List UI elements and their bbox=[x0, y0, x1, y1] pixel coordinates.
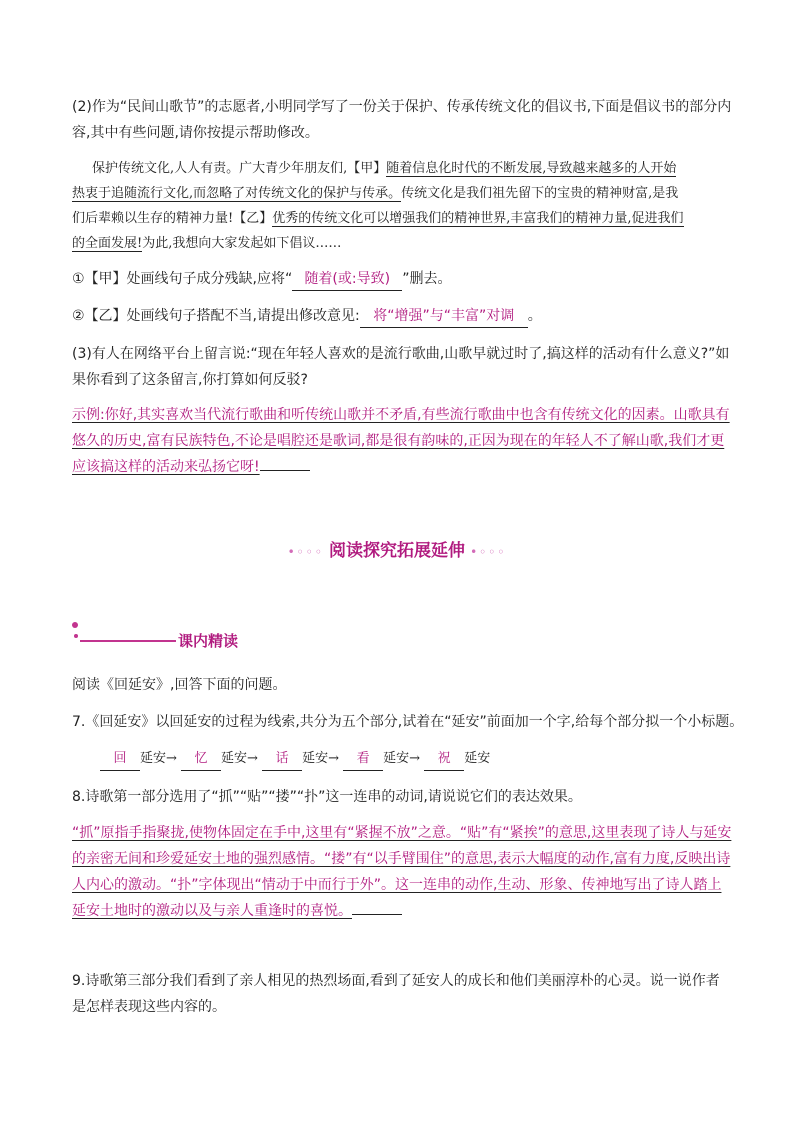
q3-answer-line-1: 示例:你好,其实喜欢当代流行歌曲和听传统山歌并不矛盾,有些流行歌曲中也含有传统文化的因素。山歌具有 bbox=[72, 407, 730, 423]
section-dots-left: •◦◦◦ bbox=[287, 545, 324, 559]
mark-jia: 【甲】 bbox=[347, 161, 387, 176]
q3-answer-line-2: 悠久的历史,富有民族特色,不论是唱腔还是歌词,都是很有韵味的,正因为现在的年轻人不了解山歌,我们才更 bbox=[72, 433, 725, 449]
q2-sub2: ②【乙】处画线句子搭配不当,请提出修改意见: 将“增强”与“丰富”对调 。 bbox=[72, 305, 542, 328]
reading-instruction: 阅读《回延安》,回答下面的问题。 bbox=[72, 677, 287, 693]
q2-sub1: ①【甲】处画线句子成分残缺,应将“ 随着(或:导致) ”删去。 bbox=[72, 268, 452, 291]
passage-line-4: 的全面发展!为此,我想向大家发起如下倡议…… bbox=[72, 236, 342, 251]
q3-question-line-1: (3)有人在网络平台上留言说:“现在年轻人喜欢的是流行歌曲,山歌早就过时了,搞这样的活动有什么意义?”如 bbox=[72, 346, 730, 362]
underlined-sentence-yi: 优秀的传统文化可以增强我们的精神世界,丰富我们的精神力量,促进我们 bbox=[272, 211, 684, 226]
q7-blank-3: 话 bbox=[262, 748, 302, 771]
q8-answer-line-4: 延安土地时的激动以及与亲人重逢时的喜悦。 bbox=[72, 900, 402, 922]
answer-tail-line bbox=[352, 900, 402, 915]
q2-intro-line-2: 容,其中有些问题,请你按提示帮助修改。 bbox=[72, 125, 319, 141]
q2-intro-line-1: (2)作为“民间山歌节”的志愿者,小明同学写了一份关于保护、传承传统文化的倡议书,下面是倡议书的部分内 bbox=[72, 99, 732, 115]
underlined-sentence-jia: 随着信息化时代的不断发展,导致越来越多的人开始 bbox=[386, 161, 677, 176]
section-header bbox=[0, 536, 794, 561]
subsection-title: 课内精读 bbox=[178, 632, 239, 650]
mark-yi: 【乙】 bbox=[233, 211, 273, 226]
q7-answer-row: 回 延安→ 忆 延安→ 话 延安→ 看 延安→ 祝 延安 bbox=[100, 748, 490, 771]
q7-blank-2: 忆 bbox=[181, 748, 221, 771]
section-title: 阅读探究拓展延伸 bbox=[329, 541, 465, 561]
bullet-dot-icon bbox=[72, 622, 78, 628]
q7-blank-5: 祝 bbox=[424, 748, 464, 771]
q9-question-line-1: 9.诗歌第三部分我们看到了亲人相见的热烈场面,看到了延安人的成长和他们美丽淳朴的心灵。说一说作者 bbox=[72, 973, 720, 989]
q8-answer-line-2: 的亲密无间和珍爱延安土地的强烈感情。“搂”有“以手臂围住”的意思,表示大幅度的动作,富有力度,反映出诗 bbox=[72, 851, 731, 867]
passage-line-1: 保护传统文化,人人有责。广大青少年朋友们,【甲】随着信息化时代的不断发展,导致越来越多的人开始 bbox=[92, 161, 677, 176]
bullet-dot-small-icon bbox=[74, 634, 78, 638]
q2-sub2-answer: 将“增强”与“丰富”对调 bbox=[360, 305, 528, 328]
passage-line-3: 们后辈赖以生存的精神力量!【乙】优秀的传统文化可以增强我们的精神世界,丰富我们的精神力量,促进我们 bbox=[72, 211, 684, 226]
q8-answer-line-3: 人内心的激动。“扑”字体现出“情动于中而行于外”。这一连串的动作,生动、形象、传神地写出了诗人踏上 bbox=[72, 877, 722, 893]
q8-question: 8.诗歌第一部分选用了“抓”“贴”“搂”“扑”这一连串的动词,请说说它们的表达效果。 bbox=[72, 789, 582, 805]
q8-answer-line-1: “抓”原指手指聚拢,使物体固定在手中,这里有“紧握不放”之意。“贴”有“紧挨”的意思,这里表现了诗人与延安 bbox=[72, 825, 732, 841]
q2-sub1-answer: 随着(或:导致) bbox=[292, 268, 402, 291]
q9-question-line-2: 是怎样表现这些内容的。 bbox=[72, 999, 226, 1015]
q3-answer-line-3: 应该搞这样的活动来弘扬它呀! bbox=[72, 456, 310, 478]
answer-tail-line bbox=[260, 456, 310, 471]
q3-question-line-2: 果你看到了这条留言,你打算如何反驳? bbox=[72, 372, 308, 388]
q7-blank-1: 回 bbox=[100, 748, 140, 771]
section-dots-right: •◦◦◦ bbox=[470, 545, 507, 559]
passage-line-2: 热衷于追随流行文化,而忽略了对传统文化的保护与传承。传统文化是我们祖先留下的宝贵的精神财富,是我 bbox=[72, 186, 679, 201]
q7-blank-4: 看 bbox=[343, 748, 383, 771]
subsection-rule bbox=[80, 640, 176, 642]
q7-question: 7.《回延安》以回延安的过程为线索,共分为五个部分,试着在“延安”前面加一个字,给每个部分拟一个小标题。 bbox=[72, 714, 744, 730]
